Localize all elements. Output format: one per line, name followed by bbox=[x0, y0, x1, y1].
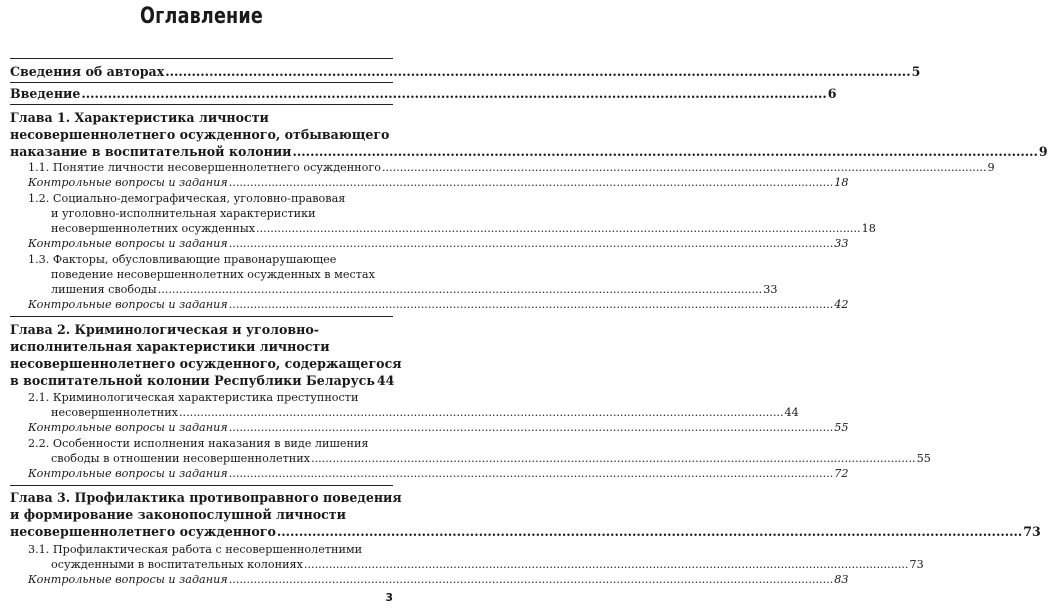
toc-page-number: 5 bbox=[911, 64, 921, 79]
dot-leader: .......................................................................................................................................................................... bbox=[276, 524, 1023, 539]
dot-leader: .......................................................................................................................................................................... bbox=[228, 421, 834, 434]
divider-top bbox=[10, 58, 393, 59]
divider bbox=[10, 82, 393, 83]
section-title-line: 2.2. Особенности исполнения наказания в виде лишения bbox=[28, 437, 369, 450]
chapter-title-line: несовершеннолетнего осужденного, отбывающего bbox=[10, 127, 390, 142]
dot-leader: .......................................................................................................................................................................... bbox=[178, 406, 784, 419]
section-title-line: 1.3. Факторы, обусловливающие правонарушающее bbox=[28, 253, 337, 266]
toc-page-number: 72 bbox=[834, 467, 849, 480]
chapter-title-line: Глава 2. Криминологическая и уголовно- bbox=[10, 322, 320, 337]
dot-leader: .......................................................................................................................................................................... bbox=[256, 222, 861, 235]
toc-page-number: 6 bbox=[827, 86, 837, 101]
toc-page-number: 33 bbox=[763, 283, 778, 296]
toc-page-number: 44 bbox=[784, 406, 799, 419]
divider bbox=[10, 104, 393, 105]
chapter-title-line: Глава 1. Характеристика личности bbox=[10, 110, 269, 125]
chapter-title-line: несовершеннолетнего осужденного, содержащегося bbox=[10, 356, 402, 371]
dot-leader: .......................................................................................................................................................................... bbox=[228, 467, 834, 480]
page-number: 3 bbox=[385, 591, 393, 604]
toc-page-number: 18 bbox=[834, 176, 849, 189]
toc-page-number: 83 bbox=[834, 573, 849, 586]
section-title-line: поведение несовершеннолетних осужденных в местах bbox=[51, 268, 375, 281]
questions-label: Контрольные вопросы и задания bbox=[28, 176, 228, 189]
questions-label: Контрольные вопросы и задания bbox=[28, 237, 228, 250]
dot-leader: .......................................................................................................................................................................... bbox=[303, 558, 909, 571]
section-title-line: несовершеннолетних bbox=[51, 406, 178, 419]
section-title-line: 2.1. Криминологическая характеристика преступности bbox=[28, 391, 359, 404]
chapter-title-line: исполнительная характеристики личности bbox=[10, 339, 330, 354]
chapter-title-line: Глава 3. Профилактика противоправного поведения bbox=[10, 490, 402, 505]
dot-leader: .......................................................................................................................................................................... bbox=[165, 64, 911, 79]
dot-leader: .......................................................................................................................................................................... bbox=[311, 452, 916, 465]
toc-page-number: 18 bbox=[861, 222, 876, 235]
dot-leader: .......................................................................................................................................................................... bbox=[228, 573, 834, 586]
toc-page-number: 44 bbox=[376, 373, 395, 388]
questions-label: Контрольные вопросы и задания bbox=[28, 467, 228, 480]
toc-page-number: 73 bbox=[909, 558, 924, 571]
toc-page-number: 42 bbox=[834, 298, 849, 311]
dot-leader: .......................................................................................................................................................................... bbox=[228, 298, 834, 311]
toc-entry-label: Сведения об авторах bbox=[10, 64, 165, 79]
toc-entry-label: Введение bbox=[10, 86, 81, 101]
dot-leader: .......................................................................................................................................................................... bbox=[292, 144, 1038, 159]
chapter-title-line: в воспитательной колонии Республики Беларусь bbox=[10, 373, 375, 388]
chapter-title-line: несовершеннолетнего осужденного bbox=[10, 524, 276, 539]
toc-page-number: 9 bbox=[1038, 144, 1048, 159]
questions-label: Контрольные вопросы и задания bbox=[28, 298, 228, 311]
divider bbox=[10, 485, 393, 486]
dot-leader: .......................................................................................................................................................................... bbox=[228, 237, 834, 250]
section-title-line: 1.2. Социально-демографическая, уголовно-правовая bbox=[28, 192, 346, 205]
questions-label: Контрольные вопросы и задания bbox=[28, 421, 228, 434]
toc-title: Оглавление bbox=[140, 4, 263, 29]
toc-page-number: 9 bbox=[987, 161, 995, 174]
section-title-line: свободы в отношении несовершеннолетних bbox=[51, 452, 311, 465]
section-title-line: и уголовно-исполнительная характеристики bbox=[51, 207, 316, 220]
divider bbox=[10, 316, 393, 317]
chapter-title-line: наказание в воспитательной колонии bbox=[10, 144, 292, 159]
section-title-line: несовершеннолетних осужденных bbox=[51, 222, 256, 235]
section-title-line: осужденными в воспитательных колониях bbox=[51, 558, 303, 571]
chapter-title-line: и формирование законопослушной личности bbox=[10, 507, 346, 522]
section-title: 1.1. Понятие личности несовершеннолетнего осужденного bbox=[28, 161, 381, 174]
toc-page-number: 55 bbox=[916, 452, 931, 465]
toc-page-number: 73 bbox=[1023, 524, 1041, 539]
toc-page-number: 33 bbox=[834, 237, 849, 250]
questions-label: Контрольные вопросы и задания bbox=[28, 573, 228, 586]
toc-page-number: 55 bbox=[834, 421, 849, 434]
dot-leader: .......................................................................................................................................................................... bbox=[381, 161, 987, 174]
dot-leader: .......................................................................................................................................................................... bbox=[228, 176, 834, 189]
section-title-line: лишения свободы bbox=[51, 283, 157, 296]
dot-leader: .......................................................................................................................................................................... bbox=[81, 86, 827, 101]
section-title-line: 3.1. Профилактическая работа с несовершеннолетними bbox=[28, 543, 363, 556]
dot-leader: .......................................................................................................................................................................... bbox=[157, 283, 763, 296]
